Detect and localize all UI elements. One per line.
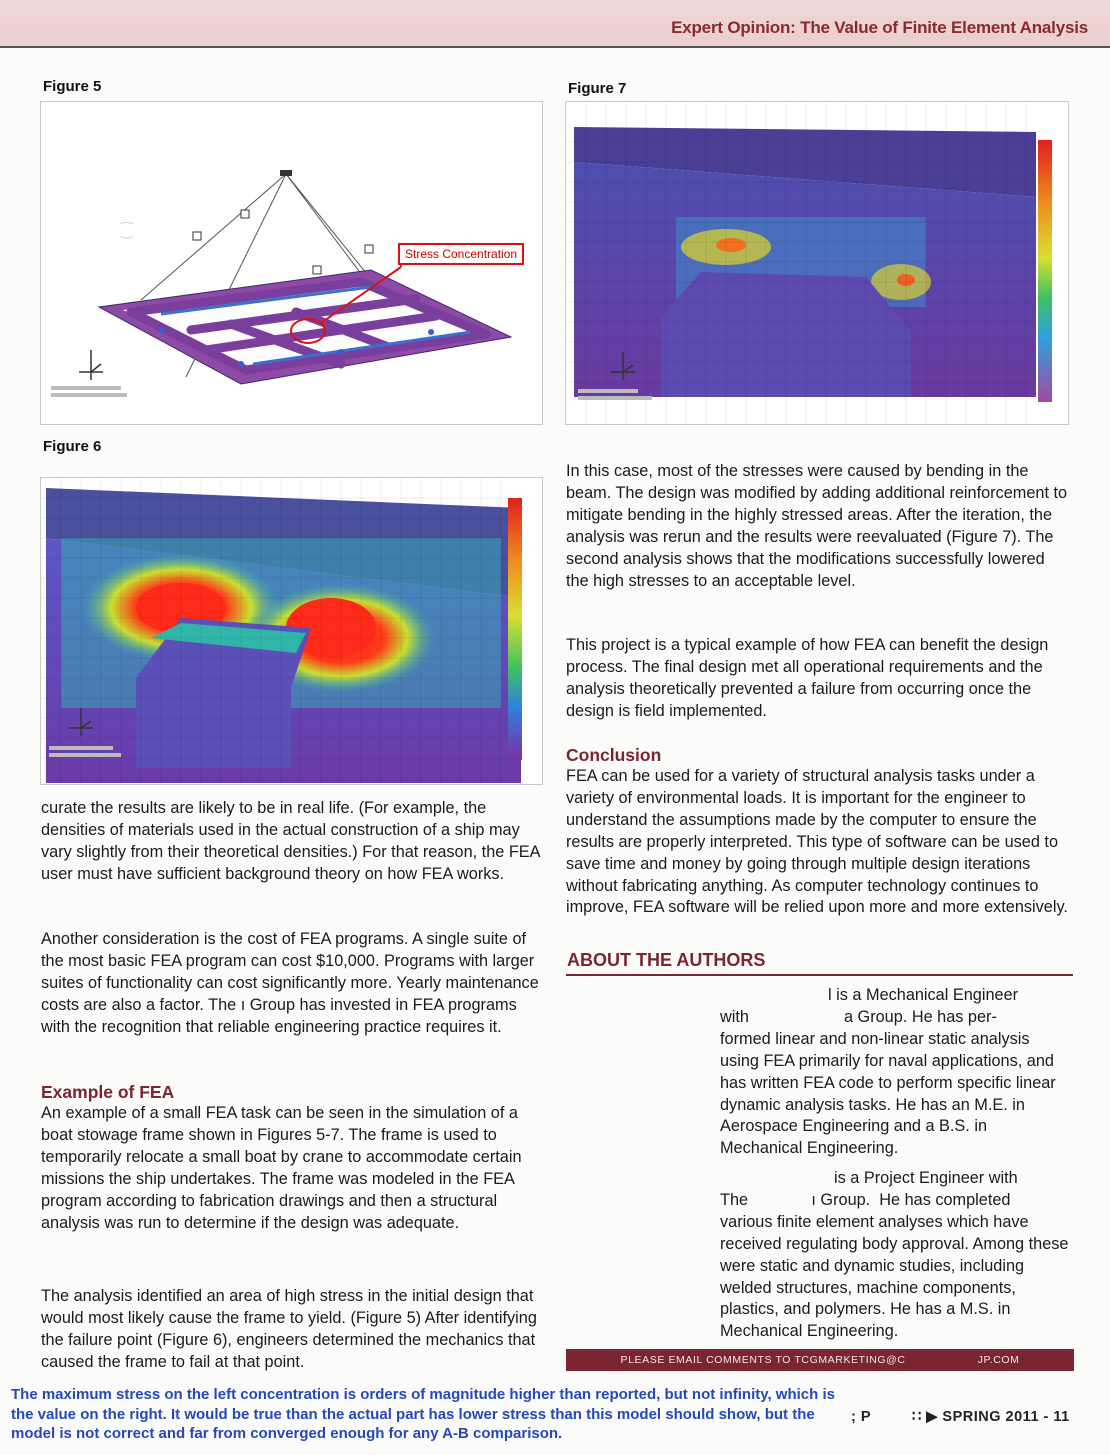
email-text-left: PLEASE EMAIL COMMENTS TO TCGMARKETING@C	[620, 1354, 906, 1366]
author-1-line-2: with a Group. He has per-	[720, 1007, 997, 1026]
about-authors-rule	[566, 974, 1073, 976]
left-paragraph-3	[41, 1103, 541, 1234]
figure-7-image	[565, 101, 1069, 425]
figure-6-legend-text	[49, 746, 129, 757]
right-paragraph-3	[566, 766, 1068, 919]
left-paragraph-4	[41, 1286, 541, 1374]
author-1-rest: formed linear and non-linear static analysis using FEA primarily for naval applications, and has written FEA code to perform specific linear dynamic analysis tasks. He has an M.E. in Aerospace Engineering and a B.S. in Mechanical Engineering.	[720, 1029, 1056, 1158]
figure-5-watermark: ⁐	[121, 222, 133, 238]
email-text-right: JP.COM	[977, 1354, 1020, 1366]
figure-6-image	[40, 477, 543, 785]
author-1-bio	[720, 985, 1070, 1160]
header-title: Expert Opinion: The Value of Finite Element Analysis	[671, 18, 1088, 37]
email-comments-bar	[566, 1349, 1074, 1371]
annotation-note: The maximum stress on the left concentration is orders of magnitude higher than reported, but not infinity, which is the value on the right. It would be true than the actual part has lower stress than this model should show, but the model is not correct and far from converged enough for any A-B comparison.	[11, 1386, 835, 1442]
figure-5-image	[40, 101, 543, 425]
author-2-line-1: is a Project Engineer with	[834, 1169, 1018, 1187]
footer-issue-page: ∷ ▶ SPRING 2011 - 11	[912, 1409, 1070, 1425]
figure-5-legend-text	[51, 386, 141, 397]
right-paragraph-2-text: This project is a typical example of how FEA can benefit the design process. The final design met all operational requirements and the analysis theoretically prevented a failure from occurring once the design is field implemented.	[566, 636, 1049, 720]
conclusion-heading: Conclusion	[566, 745, 662, 765]
header-rule	[0, 46, 1110, 48]
right-paragraph-2	[566, 635, 1068, 723]
left-paragraph-1-text: curate the results are likely to be in real life. (For example, the densities of materials used in the actual construction of a ship may vary slightly from their theoretical densities.) For that reason, the FEA user must have sufficient background theory on how FEA works.	[41, 799, 540, 883]
left-paragraph-2	[41, 929, 541, 1039]
figure-5-label: Figure 5	[43, 78, 102, 95]
left-paragraph-3-text: An example of a small FEA task can be seen in the simulation of a boat stowage frame shown in Figures 5-7. The frame is used to temporarily relocate a small boat by crane to accommodate certain missions the ship undertakes. The frame was modeled in the FEA program according to fabrication drawings and then a structural analysis was run to determine if the design was adequate.	[41, 1104, 522, 1232]
left-paragraph-4-text: The analysis identified an area of high stress in the initial design that would most likely cause the frame to yield. (Figure 5) After identifying the failure point (Figure 6), engineers determined the mechanics that caused the frame to fail at that point.	[41, 1287, 537, 1371]
left-paragraph-2-text: Another consideration is the cost of FEA programs. A single suite of the most basic FEA program can cost $10,000. Programs with larger suites of functionality can cost significantly more. Yearly maintenance costs are also a factor. The ı Group has invested in FEA programs with the recognition that reliable engineering practice requires it.	[41, 930, 539, 1036]
author-1-line-1: l is a Mechanical Engineer	[828, 986, 1019, 1004]
author-2-bio	[720, 1168, 1070, 1343]
right-paragraph-1-text: In this case, most of the stresses were caused by bending in the beam. The design was modified by adding additional reinforcement to mitigate bending in the highly stressed areas. After the iteration, the analysis was rerun and the results were reevaluated (Figure 7). The second analysis shows that the modifications successfully lowered the high stresses to an acceptable level.	[566, 462, 1068, 590]
stress-concentration-callout: Stress Concentration	[398, 243, 524, 265]
author-2-line-2: The ı Group. He has completed	[720, 1190, 1011, 1209]
footer-fragment: ; P	[851, 1409, 872, 1425]
example-heading: Example of FEA	[41, 1082, 175, 1102]
right-paragraph-3-text: FEA can be used for a variety of structural analysis tasks under a variety of environmental loads. It is important for the engineer to understand the assumptions made by the computer to ensure the results are properly interpreted. This type of software can be used to save time and money by going through multiple design iterations without fabricating anything. As computer technology continues to improve, FEA software will be relied upon more and more extensively.	[566, 767, 1068, 917]
figure-7-legend-text	[578, 389, 658, 400]
figure-7-stress-plot	[566, 102, 1068, 424]
author-2-rest: various finite element analyses which have received regulating body approval. Among these were static and dynamic studies, including welded structures, machine components, plastics, and polymers. He has a M.S. in Mechanical Engineering.	[720, 1212, 1069, 1341]
author-2-photo-placeholder	[566, 1168, 711, 1338]
figure-6-stress-plot	[41, 478, 542, 784]
author-1-photo-placeholder	[566, 985, 711, 1155]
figure-7-label: Figure 7	[568, 80, 627, 97]
about-authors-heading: ABOUT THE AUTHORS	[567, 950, 766, 970]
left-paragraph-1	[41, 798, 541, 886]
right-paragraph-1	[566, 461, 1068, 592]
figure-6-label: Figure 6	[43, 438, 102, 455]
